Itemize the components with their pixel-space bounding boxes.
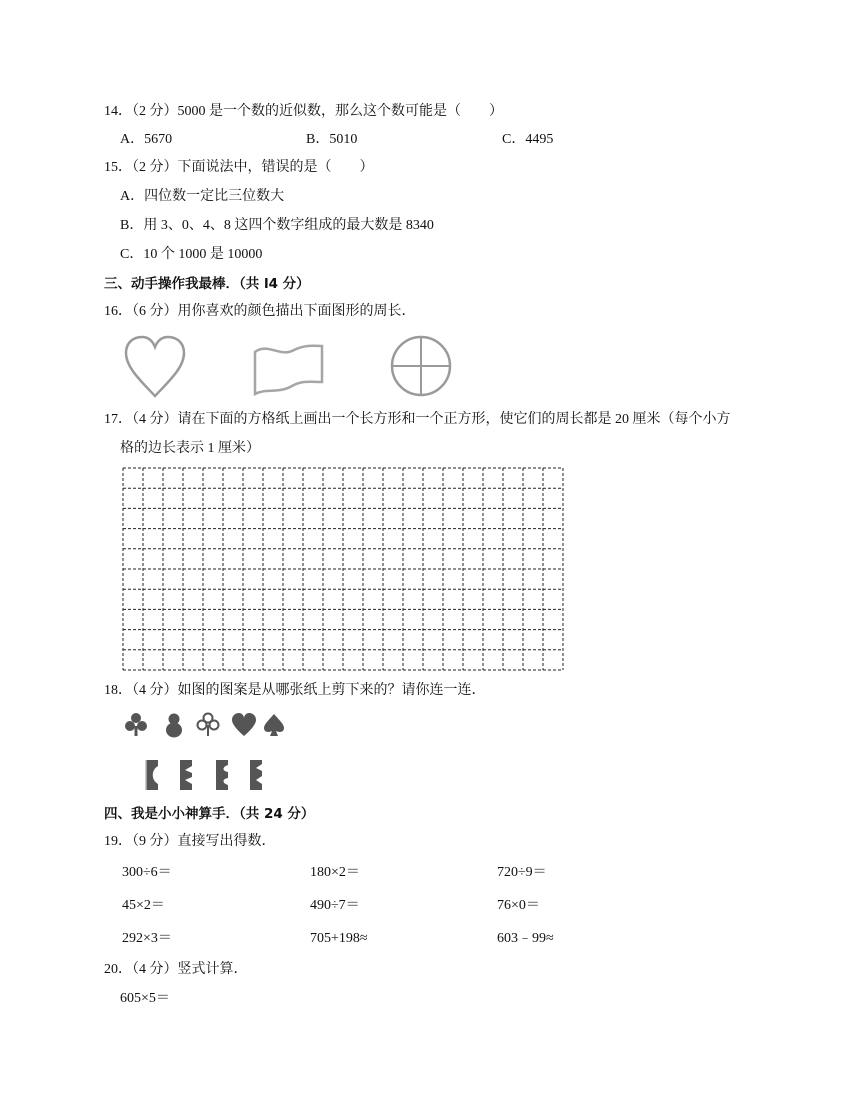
q15-option-c: C．10 个 1000 是 10000 (120, 247, 263, 262)
circle-with-cross-figure (389, 334, 453, 398)
q19-item-8: 705+198≈ (310, 931, 368, 946)
q15-stem: 15．（2 分）下面说法中，错误的是（ ） (104, 160, 374, 175)
heart-pattern-icon (232, 713, 256, 736)
q20-item-1: 605×5＝ (120, 991, 170, 1006)
section-4-title: 四、我是小小神算手．（共 24 分） (104, 806, 315, 822)
q19-stem: 19．（9 分）直接写出得数． (104, 834, 276, 849)
q14-option-c: C．4495 (502, 132, 554, 147)
q14-option-b: B．5010 (306, 132, 358, 147)
q19-item-1: 300÷6＝ (122, 865, 172, 880)
folded-paper-3-icon (216, 760, 228, 790)
q14-stem: 14．（2 分）5000 是一个数的近似数，那么这个数可能是（ ） (104, 104, 503, 119)
q19-item-4: 45×2＝ (122, 898, 165, 913)
q18-stem: 18．（4 分）如图的图案是从哪张纸上剪下来的？请你连一连． (104, 683, 486, 698)
spade-pattern-icon (264, 714, 284, 736)
q19-item-9: 603﹣99≈ (497, 931, 554, 946)
wavy-flag-outline-figure (250, 342, 326, 396)
q19-item-3: 720÷9＝ (497, 865, 547, 880)
q16-stem: 16．（6 分）用你喜欢的颜色描出下面图形的周长． (104, 304, 416, 319)
section-3-title: 三、动手操作我最棒．（共 l4 分） (104, 276, 310, 292)
cut-patterns-row (124, 710, 294, 740)
q14-option-a: A．5670 (120, 132, 173, 147)
square-grid-paper[interactable] (122, 467, 564, 671)
q19-item-2: 180×2＝ (310, 865, 360, 880)
heart-outline-figure (120, 334, 190, 398)
q15-option-b: B．用 3、0、4、8 这四个数字组成的最大数是 8340 (120, 218, 434, 233)
q19-item-6: 76×0＝ (497, 898, 540, 913)
club-pattern-icon (198, 714, 219, 737)
q19-item-5: 490÷7＝ (310, 898, 360, 913)
clover-pattern-icon (125, 713, 147, 736)
q19-item-7: 292×3＝ (122, 931, 172, 946)
q15-option-a: A．四位数一定比三位数大 (120, 189, 285, 204)
q20-stem: 20．（4 分）竖式计算． (104, 962, 248, 977)
folded-paper-2-icon (180, 760, 192, 790)
folded-paper-4-icon (250, 760, 262, 790)
folded-paper-1-icon (146, 760, 158, 790)
folded-papers-row (140, 758, 270, 792)
gourd-pattern-icon (166, 714, 182, 738)
q17-stem-line-1: 17．（4 分）请在下面的方格纸上画出一个长方形和一个正方形，使它们的周长都是 20 厘米（每个小方 (104, 412, 731, 427)
q17-stem-line-2: 格的边长表示 1 厘米） (120, 441, 260, 456)
